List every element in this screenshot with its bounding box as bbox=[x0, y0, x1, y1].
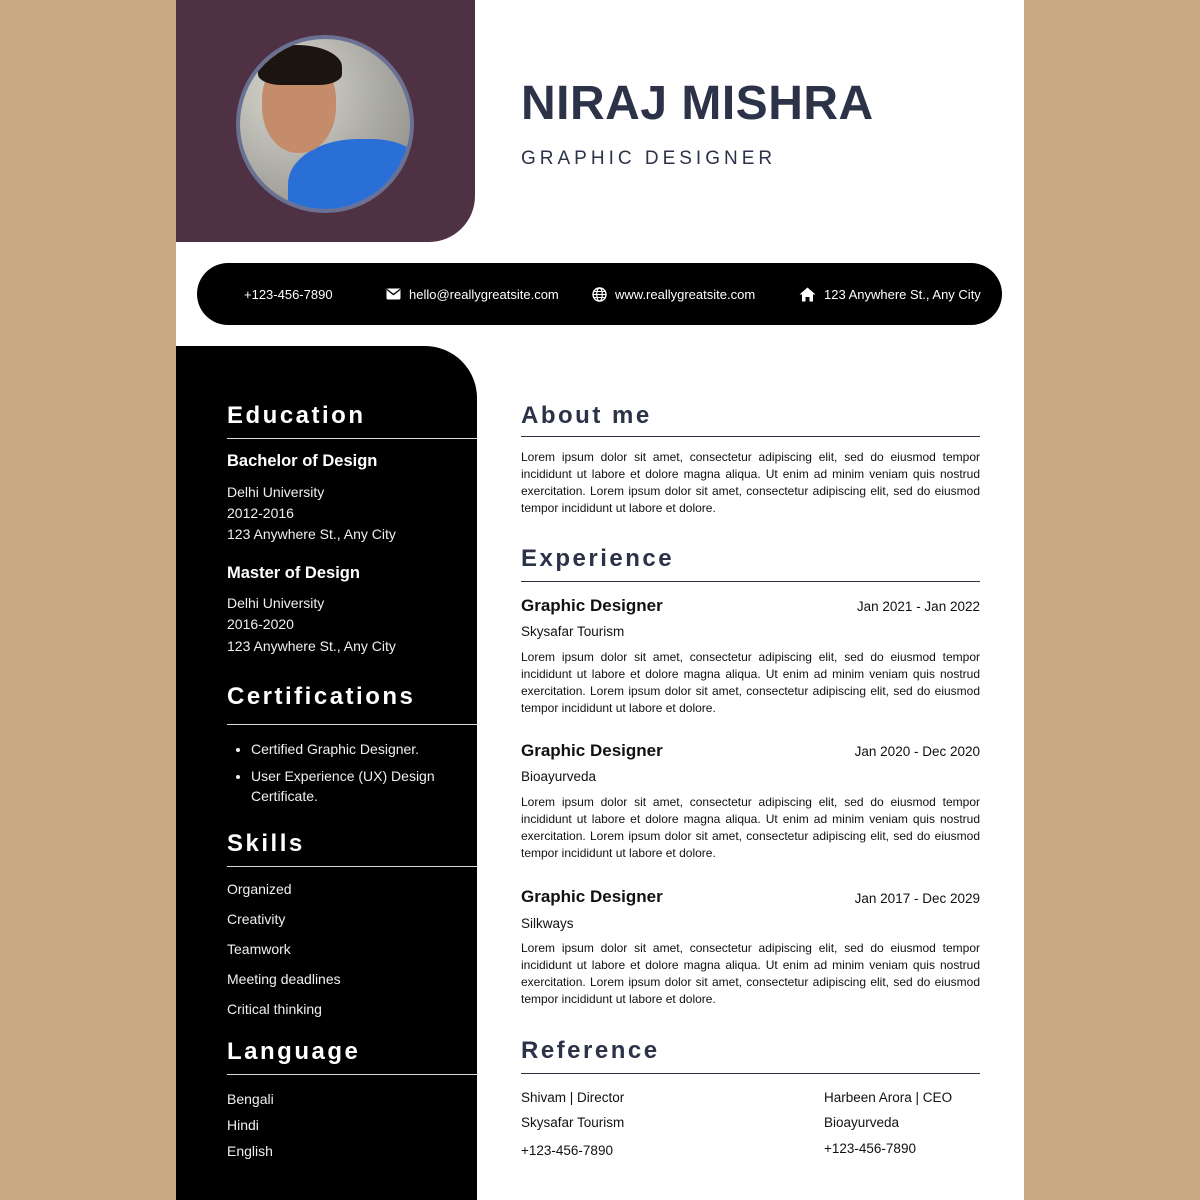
job-description: Lorem ipsum dolor sit amet, consectetur adipiscing elit, sed do eiusmod tempor incididunt ut labore et dolore magna aliqua. Ut enim ad minim veniam quis nostrud exercitation. Lorem ipsum dolor sit amet, consectetur adipiscing elit, sed do eiusmod tempor incididunt ut labore et dolore. bbox=[521, 795, 980, 860]
education-years: 2016-2020 bbox=[227, 616, 294, 632]
job-description: Lorem ipsum dolor sit amet, consectetur adipiscing elit, sed do eiusmod tempor incididunt ut labore et dolore magna aliqua. Ut enim ad minim veniam quis nostrud exercitation. Lorem ipsum dolor sit amet, consectetur adipiscing elit, sed do eiusmod tempor incididunt ut labore et dolore. bbox=[521, 650, 980, 715]
full-name: NIRAJ MISHRA bbox=[521, 77, 874, 130]
profile-photo bbox=[236, 35, 414, 213]
language-heading: Language bbox=[227, 1038, 361, 1065]
education-school: Delhi University bbox=[227, 484, 325, 500]
reference-name: Shivam | Director bbox=[521, 1090, 625, 1105]
education-address: 123 Anywhere St., Any City bbox=[227, 526, 396, 542]
globe-icon bbox=[592, 287, 607, 302]
job-dates: Jan 2021 - Jan 2022 bbox=[856, 599, 980, 614]
about-heading: About me bbox=[521, 402, 652, 429]
skill-item: Creativity bbox=[227, 911, 286, 927]
skill-item: Critical thinking bbox=[227, 1001, 322, 1017]
language-item: Bengali bbox=[227, 1091, 274, 1107]
language-item: Hindi bbox=[227, 1117, 259, 1133]
reference-company: Skysafar Tourism bbox=[521, 1115, 625, 1130]
certifications-heading: Certifications bbox=[227, 683, 416, 710]
job-dates: Jan 2020 - Dec 2020 bbox=[854, 744, 980, 759]
job-title-header: GRAPHIC DESIGNER bbox=[521, 148, 777, 169]
certifications-list bbox=[227, 739, 491, 813]
skill-item: Organized bbox=[227, 881, 292, 897]
education-years: 2012-2016 bbox=[227, 505, 294, 521]
experience-heading: Experience bbox=[521, 545, 675, 572]
education-degree: Master of Design bbox=[227, 564, 360, 582]
certification-item: • Certified Graphic Designer. bbox=[251, 739, 491, 759]
reference-company: Bioayurveda bbox=[824, 1115, 900, 1130]
language-item: English bbox=[227, 1143, 273, 1159]
skills-heading: Skills bbox=[227, 830, 305, 857]
education-rule bbox=[227, 438, 477, 439]
about-rule bbox=[521, 436, 980, 437]
experience-rule bbox=[521, 581, 980, 582]
job-dates: Jan 2017 - Dec 2029 bbox=[854, 891, 980, 906]
job-title: Graphic Designer bbox=[521, 741, 663, 760]
job-company: Skysafar Tourism bbox=[521, 624, 625, 639]
job-company: Bioayurveda bbox=[521, 769, 597, 784]
certification-item: • User Experience (UX) Design Certificate. bbox=[251, 766, 491, 806]
reference-phone: +123-456-7890 bbox=[521, 1143, 613, 1158]
contact-email[interactable] bbox=[386, 263, 559, 325]
photo-block bbox=[176, 0, 475, 242]
job-company: Silkways bbox=[521, 916, 574, 931]
certifications-rule bbox=[227, 724, 477, 725]
resume-page bbox=[176, 0, 1024, 1200]
contact-address-text: 123 Anywhere St., Any City bbox=[824, 286, 981, 302]
reference-name: Harbeen Arora | CEO bbox=[824, 1090, 953, 1105]
job-title: Graphic Designer bbox=[521, 887, 663, 906]
education-heading: Education bbox=[227, 402, 366, 429]
contact-address bbox=[799, 263, 981, 325]
contact-bar bbox=[197, 263, 1002, 325]
job-title: Graphic Designer bbox=[521, 596, 663, 615]
skill-item: Meeting deadlines bbox=[227, 971, 341, 987]
contact-phone-text: +123-456-7890 bbox=[244, 286, 333, 302]
envelope-icon bbox=[386, 288, 401, 300]
job-description: Lorem ipsum dolor sit amet, consectetur adipiscing elit, sed do eiusmod tempor incididunt ut labore et dolore magna aliqua. Ut enim ad minim veniam quis nostrud exercitation. Lorem ipsum dolor sit amet, consectetur adipiscing elit, sed do eiusmod tempor incididunt ut labore et dolore. bbox=[521, 941, 980, 1006]
photo-hair bbox=[258, 45, 342, 85]
education-address: 123 Anywhere St., Any City bbox=[227, 638, 396, 654]
language-rule bbox=[227, 1074, 477, 1075]
contact-email-text: hello@reallygreatsite.com bbox=[409, 286, 559, 302]
sidebar bbox=[176, 346, 477, 1200]
about-text: Lorem ipsum dolor sit amet, consectetur adipiscing elit, sed do eiusmod tempor incididunt ut labore et dolore magna aliqua. Ut enim ad minim veniam quis nostrud exercitation. Lorem ipsum dolor sit amet, consectetur adipiscing elit, sed do eiusmod tempor incididunt ut labore et dolore. bbox=[521, 450, 980, 515]
home-icon bbox=[799, 287, 816, 302]
skills-rule bbox=[227, 866, 477, 867]
contact-website[interactable] bbox=[592, 263, 755, 325]
contact-website-text: www.reallygreatsite.com bbox=[615, 286, 756, 302]
reference-heading: Reference bbox=[521, 1037, 660, 1064]
skill-item: Teamwork bbox=[227, 941, 291, 957]
education-school: Delhi University bbox=[227, 595, 325, 611]
contact-phone bbox=[244, 263, 333, 325]
reference-rule bbox=[521, 1073, 980, 1074]
education-degree: Bachelor of Design bbox=[227, 452, 378, 470]
reference-phone: +123-456-7890 bbox=[824, 1141, 916, 1156]
